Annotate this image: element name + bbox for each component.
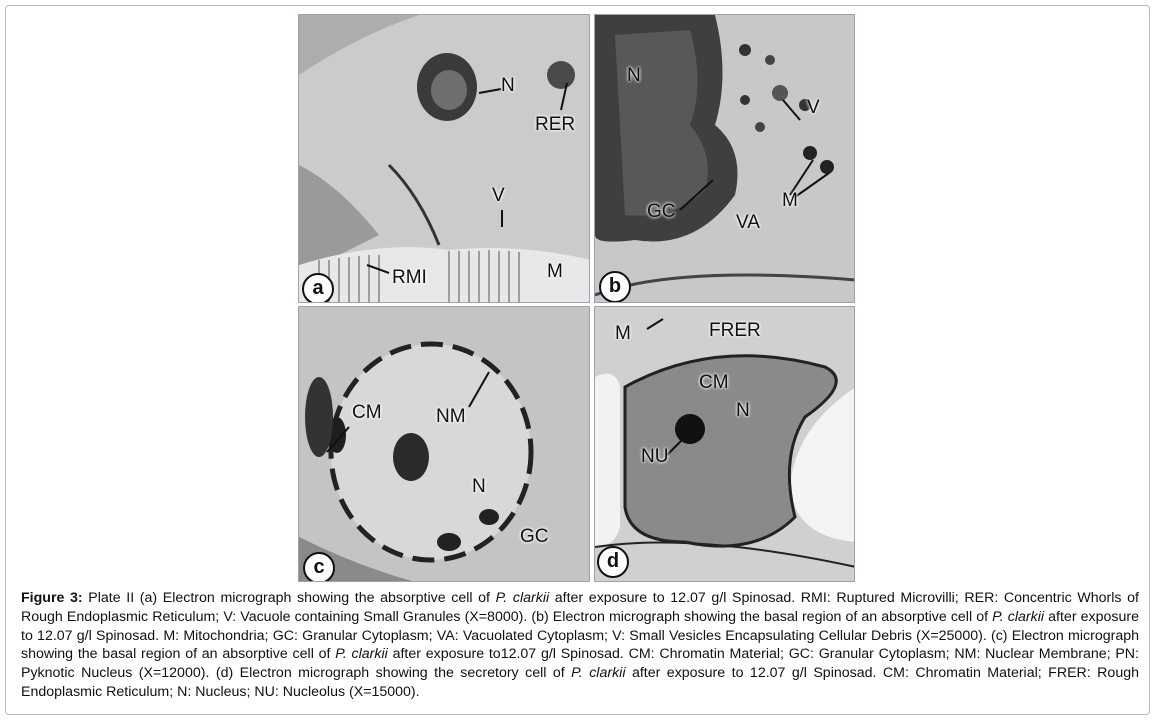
label-b-0: N bbox=[627, 65, 641, 86]
caption-seg-8: after exposure to 12.07 g/l Spinosad. CM: Chromatin Material; FRER: Rough Endoplasmic Reticulum; N: Nucleus; NU: Nucleolus (X=15000). bbox=[21, 665, 1139, 700]
caption-label: Figure 3: bbox=[21, 590, 83, 606]
label-c-0: CM bbox=[352, 402, 382, 423]
micrograph-panel-b bbox=[594, 14, 855, 303]
caption-seg-4: after exposure to 12.07 g/l Spinosad. M: Mitochondria; GC: Granular Cytoplasm; VA: Vacuolated Cytoplasm; V: Small Vesicles Encapsulating Cellular Debris (X=25000). (c) Electron micrograph showing the basal region of an absorptive cell of bbox=[21, 608, 1139, 663]
label-c-2: N bbox=[472, 476, 486, 497]
panel-letter-a: a bbox=[302, 273, 334, 303]
label-c-1: NM bbox=[436, 406, 466, 427]
caption-seg-6: after exposure to12.07 g/l Spinosad. CM: Chromatin Material; GC: Granular Cytoplasm; NM: Nuclear Membrane; PN: Pyknotic Nucleus (X=12000). (d) Electron micrograph showing the secretory cell of bbox=[21, 646, 1139, 682]
label-d-4: NU bbox=[641, 446, 669, 467]
micrograph-b-image bbox=[595, 15, 855, 303]
caption-seg-1: P. clarkii bbox=[495, 590, 550, 606]
micrograph-panel-d bbox=[594, 306, 855, 582]
caption-seg-7: P. clarkii bbox=[571, 665, 626, 682]
label-d-2: CM bbox=[699, 372, 729, 393]
micrograph-panel-c bbox=[298, 306, 590, 582]
label-a-3: RMI bbox=[392, 267, 427, 288]
label-a-4: M bbox=[547, 261, 563, 282]
caption-seg-3: P. clarkii bbox=[992, 608, 1045, 625]
label-a-2: V bbox=[492, 185, 505, 206]
panel-letter-c: c bbox=[303, 552, 335, 582]
label-d-1: FRER bbox=[709, 320, 761, 341]
label-b-2: GC bbox=[647, 201, 676, 222]
micrograph-d-image bbox=[595, 307, 855, 582]
label-c-3: GC bbox=[520, 526, 549, 547]
label-d-3: N bbox=[736, 400, 750, 421]
label-a-1: RER bbox=[535, 114, 576, 135]
micrograph-panel-a bbox=[298, 14, 590, 303]
label-b-1: V bbox=[807, 97, 820, 118]
caption-seg-2: after exposure to 12.07 g/l Spinosad. RMI: Ruptured Microvilli; RER: Concentric Whorls of Rough Endoplasmic Reticulum; V: Vacuole containing Small Granules (X=8000). (b) Electron micrograph showing the basal region of an absorptive cell of bbox=[21, 590, 1139, 625]
caption-seg-0: Plate II (a) Electron micrograph showing the absorptive cell of bbox=[82, 590, 496, 606]
label-b-3: M bbox=[782, 190, 798, 211]
panel-letter-b: b bbox=[599, 271, 631, 303]
figure-caption bbox=[21, 589, 1139, 702]
caption-seg-5: P. clarkii bbox=[335, 646, 388, 663]
label-a-0: N bbox=[501, 75, 515, 96]
micrograph-a-image bbox=[299, 15, 590, 303]
panel-letter-d: d bbox=[597, 546, 629, 578]
label-b-4: VA bbox=[736, 212, 760, 233]
label-d-0: M bbox=[615, 323, 631, 344]
